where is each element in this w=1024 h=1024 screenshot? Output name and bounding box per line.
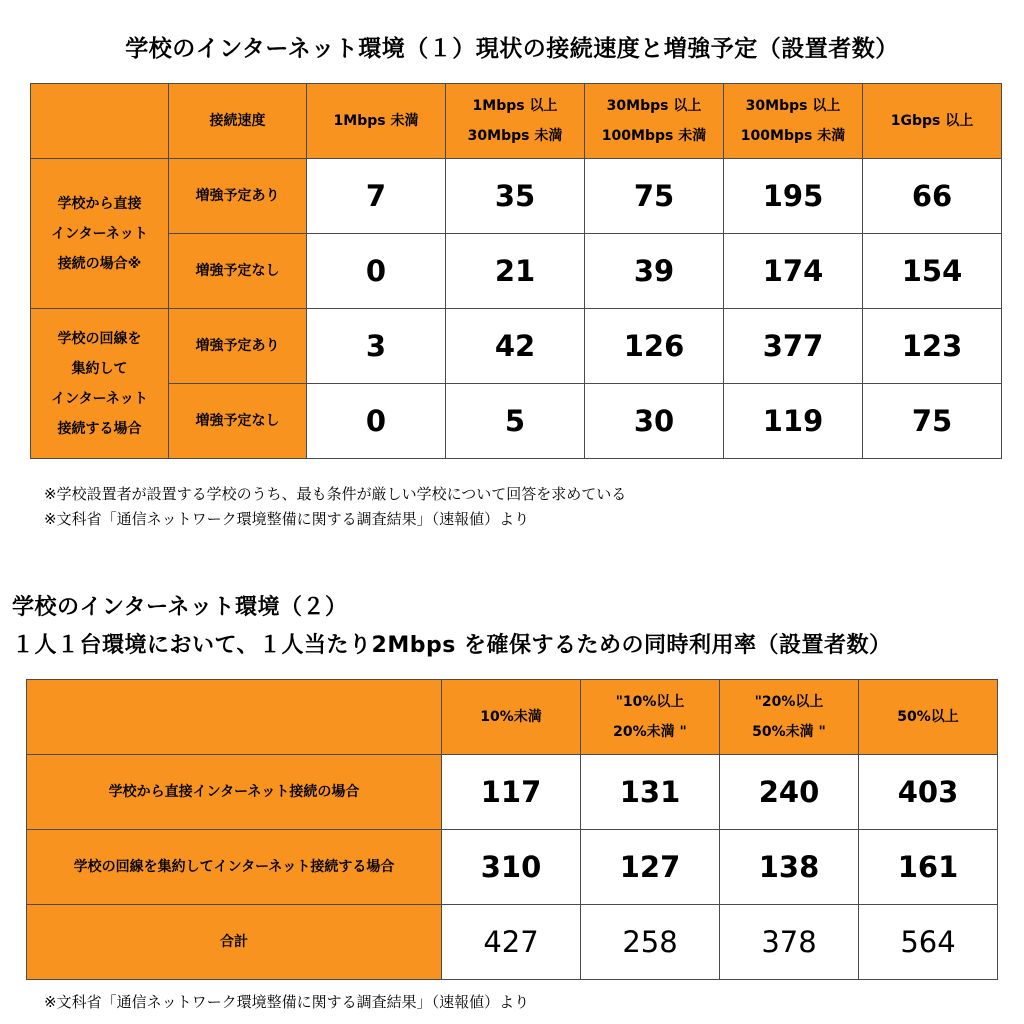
value-cell: 161 [859, 830, 998, 905]
column-header: 30Mbps 以上 100Mbps 未満 [585, 84, 724, 159]
value-cell: 35 [446, 159, 585, 234]
group-label: 学校の回線を 集約して インターネット 接続する場合 [31, 309, 169, 459]
total-cell: 258 [581, 905, 720, 980]
group-label: 学校から直接 インターネット 接続の場合※ [31, 159, 169, 309]
value-cell: 3 [307, 309, 446, 384]
value-cell: 0 [307, 234, 446, 309]
table-row [27, 755, 998, 830]
value-cell: 75 [585, 159, 724, 234]
column-header: 10%未満 [442, 680, 581, 755]
value-cell: 126 [585, 309, 724, 384]
total-row [27, 905, 998, 980]
row-label: 増強予定あり [169, 159, 307, 234]
value-cell: 7 [307, 159, 446, 234]
speed-plan-table [30, 83, 1002, 459]
column-header: 1Mbps 以上 30Mbps 未満 [446, 84, 585, 159]
value-cell: 174 [724, 234, 863, 309]
value-cell: 123 [863, 309, 1002, 384]
row-label: 増強予定あり [169, 309, 307, 384]
row-label: 増強予定なし [169, 384, 307, 459]
total-cell: 564 [859, 905, 998, 980]
value-cell: 0 [307, 384, 446, 459]
table-row [27, 830, 998, 905]
value-cell: 5 [446, 384, 585, 459]
concurrency-table [26, 679, 998, 980]
value-cell: 119 [724, 384, 863, 459]
table-row [31, 384, 1002, 459]
value-cell: 66 [863, 159, 1002, 234]
column-header: 1Mbps 未満 [307, 84, 446, 159]
column-header: 50%以上 [859, 680, 998, 755]
footnote: ※学校設置者が設置する学校のうち、最も条件が厳しい学校について回答を求めている [44, 485, 627, 503]
value-cell: 131 [581, 755, 720, 830]
value-cell: 138 [720, 830, 859, 905]
value-cell: 195 [724, 159, 863, 234]
value-cell: 30 [585, 384, 724, 459]
corner-cell [27, 680, 442, 755]
corner-cell [31, 84, 169, 159]
value-cell: 240 [720, 755, 859, 830]
row-label: 学校から直接インターネット接続の場合 [27, 755, 442, 830]
value-cell: 154 [863, 234, 1002, 309]
value-cell: 39 [585, 234, 724, 309]
column-header: 30Mbps 以上 100Mbps 未満 [724, 84, 863, 159]
table-row [31, 159, 1002, 234]
value-cell: 42 [446, 309, 585, 384]
value-cell: 403 [859, 755, 998, 830]
column-header: "20%以上 50%未満 " [720, 680, 859, 755]
section2-title: 学校のインターネット環境（２） [12, 595, 348, 620]
total-cell: 427 [442, 905, 581, 980]
value-cell: 310 [442, 830, 581, 905]
footnote: ※文科省「通信ネットワーク環境整備に関する調査結果」（速報値）より [44, 510, 530, 528]
value-cell: 21 [446, 234, 585, 309]
row-label: 増強予定なし [169, 234, 307, 309]
speed-header: 接続速度 [169, 84, 307, 159]
value-cell: 117 [442, 755, 581, 830]
table-row [31, 234, 1002, 309]
row-label: 学校の回線を集約してインターネット接続する場合 [27, 830, 442, 905]
value-cell: 377 [724, 309, 863, 384]
section1-title: 学校のインターネット環境（１）現状の接続速度と増強予定（設置者数） [125, 36, 899, 62]
section2-subtitle: １人１台環境において、１人当たり2Mbps を確保するための同時利用率（設置者数） [12, 633, 892, 658]
value-cell: 127 [581, 830, 720, 905]
value-cell: 75 [863, 384, 1002, 459]
column-header: 1Gbps 以上 [863, 84, 1002, 159]
row-label: 合計 [27, 905, 442, 980]
total-cell: 378 [720, 905, 859, 980]
footnote: ※文科省「通信ネットワーク環境整備に関する調査結果」（速報値）より [44, 993, 530, 1011]
table-row [31, 309, 1002, 384]
column-header: "10%以上 20%未満 " [581, 680, 720, 755]
